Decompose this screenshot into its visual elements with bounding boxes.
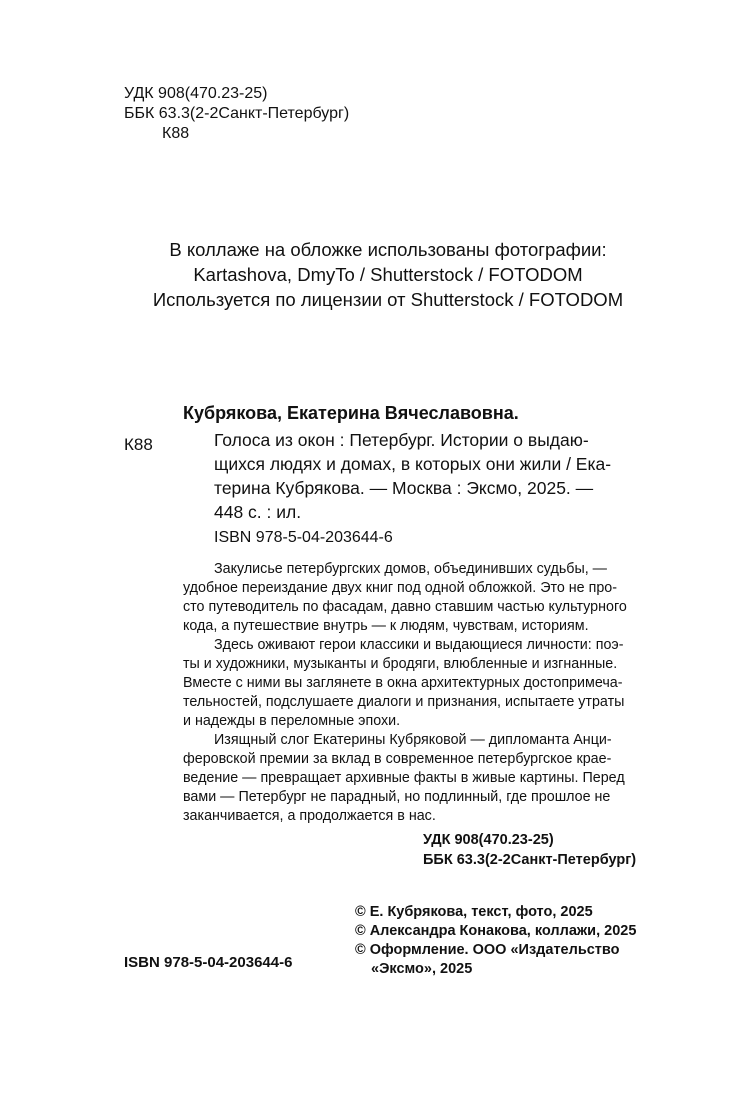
isbn-bottom: ISBN 978-5-04-203644-6 [124, 954, 293, 971]
annotation-line: и надежды в переломные эпохи. [183, 713, 401, 729]
annotation-line: удобное переиздание двух книг под одной обложкой. Это не про- [183, 580, 618, 596]
annotation-line: кода, а путешествие внутрь — к людям, чувствам, историям. [183, 618, 589, 634]
udk-code: УДК 908(470.23-25) [124, 85, 268, 102]
annotation-line: вами — Петербург не парадный, но подлинный, где прошлое не [183, 789, 611, 805]
credit-line: В коллаже на обложке использованы фотографии: [169, 239, 607, 260]
annotation-line: ты и художники, музыканты и бродяги, влюбленные и изгнанные. [183, 656, 618, 672]
annotation-line: сто путеводитель по фасадам, давно ставшим частью культурного [183, 599, 627, 615]
classification-block-top [124, 84, 349, 144]
classification-block-bottom [423, 830, 636, 870]
annotation-line: Вместе с ними вы заглянете в окна архитектурных достопримеча- [183, 675, 623, 691]
bbk-code: ББК 63.3(2-2Санкт-Петербург) [124, 105, 350, 122]
isbn-main: ISBN 978-5-04-203644-6 [214, 529, 393, 546]
annotation [183, 560, 651, 826]
bib-line: Голоса из окон : Петербург. Истории о выдаю- [214, 430, 589, 450]
bib-line: терина Кубрякова. — Москва : Эксмо, 2025. — [214, 478, 594, 498]
copyright-line: © Оформление. ООО «Издательство [355, 942, 620, 958]
annotation-line: феровской премии за вклад в современное петербургское крае- [183, 751, 612, 767]
bib-line: 448 с. : ил. [214, 502, 302, 522]
bib-line: щихся людях и домах, в которых они жили / Ека- [214, 454, 612, 474]
copyright-line: © Александра Конакова, коллажи, 2025 [355, 923, 637, 939]
annotation-line: Закулисье петербургских домов, объединивших судьбы, — [214, 561, 607, 577]
copyright-line: © Е. Кубрякова, текст, фото, 2025 [355, 904, 593, 920]
author-heading: Кубрякова, Екатерина Вячеславовна. [183, 403, 519, 423]
annotation-line: тельностей, подслушаете диалоги и признания, испытаете утраты [183, 694, 625, 710]
copyright-block [355, 903, 636, 979]
annotation-line: заканчивается, а продолжается в нас. [183, 808, 436, 824]
annotation-line: ведение — превращает архивные факты в живые картины. Перед [183, 770, 625, 786]
annotation-line: Здесь оживают герои классики и выдающиеся личности: поэ- [214, 637, 624, 653]
author-mark: К88 [124, 435, 153, 454]
credit-line: Kartashova, DmyTo / Shutterstock / FOTODOM [193, 264, 583, 285]
bbk-code: ББК 63.3(2-2Санкт-Петербург) [423, 852, 637, 868]
author-mark-top: К88 [162, 125, 190, 142]
cover-photo-credit [0, 237, 738, 312]
bibliographic-description [214, 428, 611, 524]
annotation-line: Изящный слог Екатерины Кубряковой — дипломанта Анци- [214, 732, 612, 748]
copyright-line: «Эксмо», 2025 [371, 961, 473, 977]
udk-code: УДК 908(470.23-25) [423, 832, 554, 848]
credit-line: Используется по лицензии от Shutterstock / FOTODOM [152, 289, 624, 310]
